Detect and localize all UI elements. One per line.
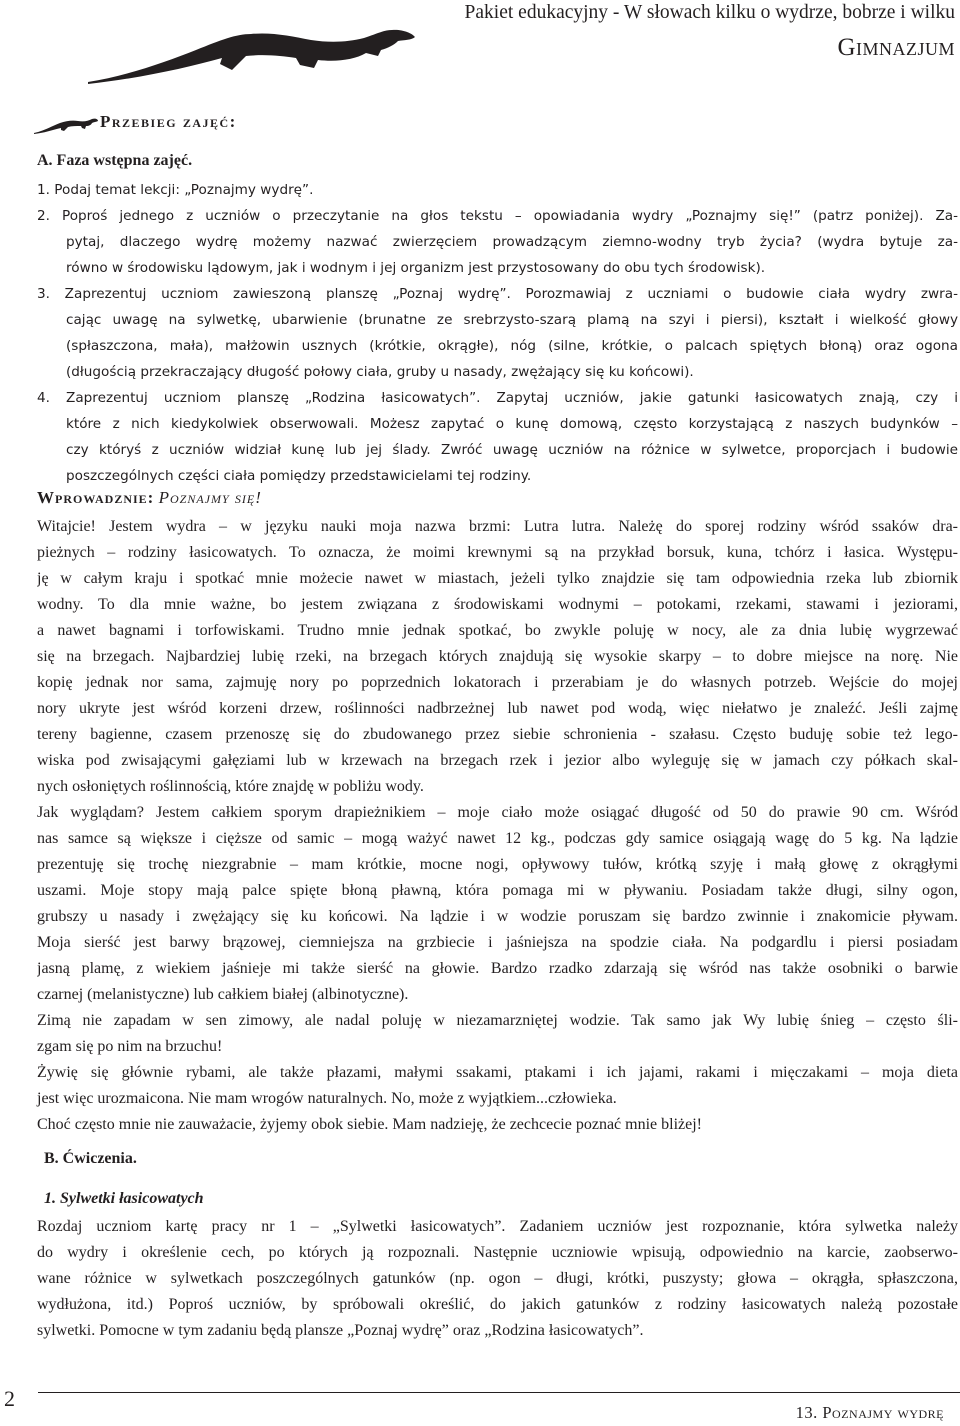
footer-label: 13. Poznajmy wydrę	[795, 1403, 944, 1422]
intro-line: wodny. To dla mnie ważne, bo jestem związana z środowiskami wodnymi – potokami, rzekami, stawami i jeziorami,	[37, 596, 958, 613]
intro-line: Jak wyglądam? Jestem całkiem sporym drapieżnikiem – moje ciało może osiągać długość od 50 do prawie 90 cm. Wśród	[37, 804, 958, 821]
intro-line: nas samce są większe i cięższe od samic – mogą ważyć nawet 12 kg., podczas gdy samice osiągają wagę do 5 kg. Na lądzie	[37, 830, 958, 847]
phase-a-line: 1. Podaj temat lekcji: „Poznajmy wydrę”.	[37, 182, 314, 198]
intro-line: kopię jednak nor sama, zajmuję nory po poprzednich lokatorach i przerabiam je do własnych potrzeb. Wejście do mojej	[37, 674, 958, 691]
phase-a-line: czy któryś z uczniów widział kunę lub jej ślady. Zwróć uwagę uczniów na różnice w sylwetce, proporcjach i budowie	[66, 442, 958, 458]
phase-a-line: równo w środowisku lądowym, jak i wodnym i jej organizm jest przystosowany do obu tych środowisk).	[66, 260, 766, 276]
exercise-line: sylwetki. Pomocne w tym zadaniu będą plansze „Poznaj wydrę” oraz „Rodzina łasicowatych”.	[37, 1322, 644, 1339]
header-section: Gimnazjum	[837, 34, 955, 61]
intro-line: Choć często mnie nie zauważacie, żyjemy obok siebie. Mam nadzieję, że zechcecie poznać mnie bliżej!	[37, 1116, 703, 1133]
intro-line: Zimą nie zapadam w sen zimowy, ale nadal poluję w niezamarzniętej wodzie. Tak samo jak Wy lubię śnieg – często śli-	[37, 1012, 958, 1029]
intro-heading	[37, 485, 262, 511]
intro-heading-title: Poznajmy się!	[158, 488, 262, 507]
footer-divider	[38, 1392, 960, 1393]
small-otter-icon	[34, 116, 98, 134]
intro-line: tereny bagienne, czasem przenoszę się do zbudowanego przez siebie schronienia - szałasu. Często buduję sobie też lego-	[37, 726, 958, 743]
header-title: Pakiet edukacyjny - W słowach kilku o wydrze, bobrze i wilku	[464, 2, 955, 23]
intro-line: nory ukryte jest wśród korzeni drzew, roślinności nadbrzeżnej lub nawet pod wodą, więc niełatwo je znaleźć. Jeśli zajmę	[37, 700, 958, 717]
phase-b-title: B. Ćwiczenia.	[44, 1150, 137, 1167]
phase-a-line: pytaj, dlaczego wydrę możemy nazwać zwierzęciem prowadzącym ziemno-wodny tryb życia? (wydra bytuje za-	[66, 234, 958, 250]
intro-line: ję w całym kraju i spotkać mnie możecie nawet w miastach, jeżeli tylko znajdzie się tam odpowiednia rzeka lub zbiornik	[37, 570, 958, 587]
page-number: 2	[4, 1386, 15, 1411]
phase-a-line: cając uwagę na sylwetkę, ubarwienie (brunatne ze srebrzysto-szarą plamą na szyi i piersi), kształt i wielkość głowy	[66, 312, 958, 328]
phase-a-line: które z nich kiedykolwiek obserwowali. Możesz zapytać o kunę domową, często korzystającą z naszych budynków –	[66, 416, 958, 432]
phase-a-line: 2. Poproś jednego z uczniów o przeczytanie na głos tekstu – opowiadania wydry „Poznajmy się!” (patrz poniżej). Za-	[37, 208, 958, 224]
intro-line: jasną plamę, z wiekiem jaśnieje mi także sierść na głowie. Bardzo rzadko zdarzają się wśród nas także osobniki o barwie	[37, 960, 958, 977]
intro-line: uszami. Moje stopy mają palce spięte błoną pławną, która pomaga mi w pływaniu. Posiadam także długi, silny ogon,	[37, 882, 958, 899]
intro-line: zgam się po nim na brzuchu!	[37, 1038, 223, 1055]
intro-line: Witajcie! Jestem wydra – w języku nauki moja nazwa brzmi: Lutra lutra. Należę do sporej rodziny wśród ssaków dra-	[37, 518, 958, 535]
phase-a-line: (długością przekraczający długość połowy ciała, gruby u nasady, zwężający się ku końcowi).	[66, 364, 694, 380]
phase-a-line: (spłaszczona, mała), małżowin usznych (krótkie, okrągłe), nóg (silne, krótkie, o palcach spiętych błoną) oraz ogona	[66, 338, 958, 354]
phase-a-line: poszczególnych części ciała pomiędzy przedstawicielami tej rodziny.	[66, 468, 532, 484]
exercise-line: wydłużona, itd.) Poproś uczniów, by spróbowali określić, do jakich gatunków z rodziny łasicowatych należą pozostałe	[37, 1296, 958, 1313]
section-heading: Przebieg zajęć:	[100, 112, 237, 131]
intro-line: grubszy u nasady i zwężający się ku końcowi. Na lądzie i w wodzie poruszam się bardzo zwinnie i znakomicie pływam.	[37, 908, 958, 925]
intro-line: nych osłoniętych roślinnością, które znajdę w pobliżu wody.	[37, 778, 424, 795]
exercise-line: wane różnice w sylwetkach poszczególnych gatunków (np. ogon – długi, krótki, puszysty; głowa – okrągła, spłaszczona,	[37, 1270, 958, 1287]
phase-a-line: 4. Zaprezentuj uczniom planszę „Rodzina łasicowatych”. Zapytaj uczniów, jakie gatunki łasicowatych znają, czy i	[37, 390, 958, 406]
otter-logo-icon	[86, 12, 416, 86]
intro-heading-label: Wprowadznie:	[37, 488, 155, 507]
phase-a-line: 3. Zaprezentuj uczniom zawieszoną planszę „Poznaj wydrę”. Porozmawiaj z uczniami o budowie ciała wydry zwra-	[37, 286, 958, 302]
intro-line: czarnej (melanistyczne) lub całkiem białej (albinotyczne).	[37, 986, 409, 1003]
intro-line: się na brzegach. Najbardziej lubię rzeki, na brzegach których znajdują się wysokie skarpy – to dobre miejsce na norę. Nie	[37, 648, 958, 665]
intro-line: pieżnych – rodziny łasicowatych. To oznacza, że moimi krewnymi są na przykład borsuk, kuna, tchórz i łasica. Występu-	[37, 544, 958, 561]
phase-a-title: A. Faza wstępna zajęć.	[37, 152, 193, 169]
intro-line: a nawet bagnami i torfowiskami. Trudno mnie jednak spotkać, bo zwykle poluję w nocy, ale za dnia lubię wygrzewać	[37, 622, 958, 639]
intro-line: prezentuję się trochę niezgrabnie – mam krótkie, mocne nogi, opływowy tułów, krótką szyję i małą głowę z okrągłymi	[37, 856, 958, 873]
exercise-line: Rozdaj uczniom kartę pracy nr 1 – „Sylwetki łasicowatych”. Zadaniem uczniów jest rozpoznanie, która sylwetka należy	[37, 1218, 958, 1235]
exercise-line: do wydry i określenie cech, po których ją rozpoznali. Następnie uczniowie wpisują, odpowiednio na karcie, zaobserwo-	[37, 1244, 958, 1261]
intro-line: Żywię się głównie rybami, ale także płazami, małymi ssakami, ptakami i ich jajami, rakami i mięczakami – moja dieta	[37, 1064, 958, 1081]
intro-line: wiska pod zwisającymi gałęziami lub w krzewach na brzegach rzek i jezior albo wyleguję się w jamach czy półkach skal-	[37, 752, 958, 769]
exercise-title: 1. Sylwetki łasicowatych	[44, 1190, 204, 1207]
intro-line: jest więc urozmaicona. Nie mam wrogów naturalnych. No, może z wyjątkiem...człowieka.	[37, 1090, 617, 1107]
intro-line: Moja sierść jest barwy brązowej, ciemniejsza na grzbiecie i jaśniejsza na spodzie ciała. Na podgardlu i piersi posiadam	[37, 934, 958, 951]
